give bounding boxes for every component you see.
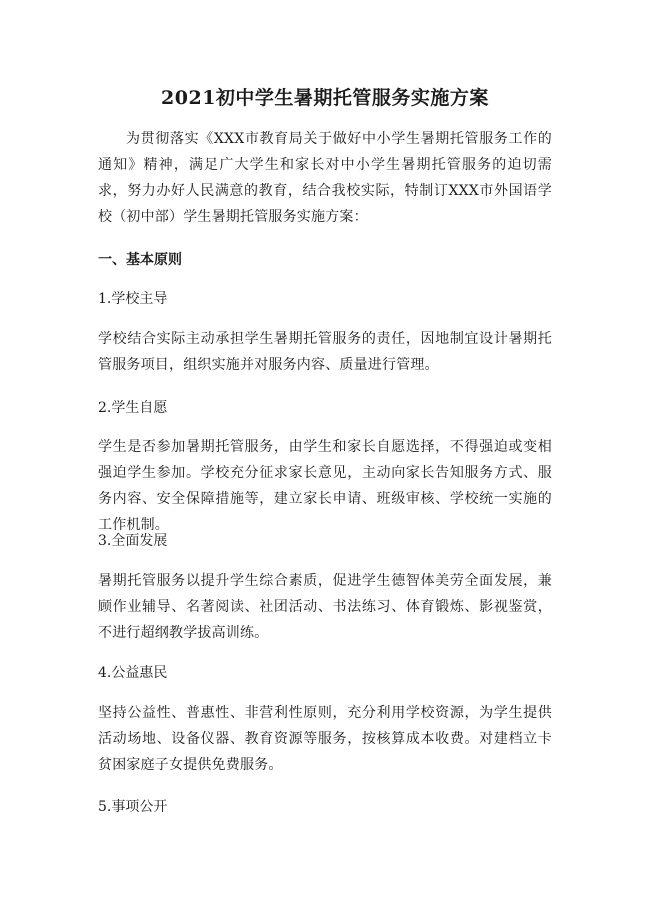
principle-body-2: 学生是否参加暑期托管服务，由学生和家长自愿选择，不得强迫或变相强迫学生参加。学校充分征求家长意见，主动向家长告知服务方式、服务内容、安全保障措施等，建立家长申请、班级审核、学校统一实施的工作机制。 (98, 439, 552, 533)
principle-body-4: 坚持公益性、普惠性、非营利性原则，充分利用学校资源，为学生提供活动场地、设备仪器、教育资源等服务，按核算成本收费。对建档立卡贫困家庭子女提供免费服务。 (98, 705, 552, 773)
section-heading-basic-principles: 一、基本原则 (98, 252, 182, 268)
principle-body-3: 暑期托管服务以提升学生综合素质，促进学生德智体美劳全面发展，兼顾作业辅导、名著阅读、社团活动、书法练习、体育锻炼、影视鉴赏，不进行超纲教学拔高训练。 (98, 573, 552, 641)
principle-title-3: 3.全面发展 (98, 533, 168, 549)
intro-paragraph: 为贯彻落实《XXX市教育局关于做好中小学生暑期托管服务工作的通知》精神，满足广大学生和家长对中小学生暑期托管服务的迫切需求，努力办好人民满意的教育，结合我校实际，特制订XXX市外国语学校（初中部）学生暑期托管服务实施方案： (98, 131, 552, 225)
principle-body-1: 学校结合实际主动承担学生暑期托管服务的责任，因地制宜设计暑期托管服务项目，组织实施并对服务内容、质量进行管理。 (98, 331, 552, 373)
principle-title-2: 2.学生自愿 (98, 400, 168, 416)
principle-title-4: 4.公益惠民 (98, 665, 168, 681)
document-title: 2021初中学生暑期托管服务实施方案 (161, 87, 489, 109)
principle-title-1: 1.学校主导 (98, 291, 168, 307)
principle-title-5: 5.事项公开 (98, 799, 168, 815)
